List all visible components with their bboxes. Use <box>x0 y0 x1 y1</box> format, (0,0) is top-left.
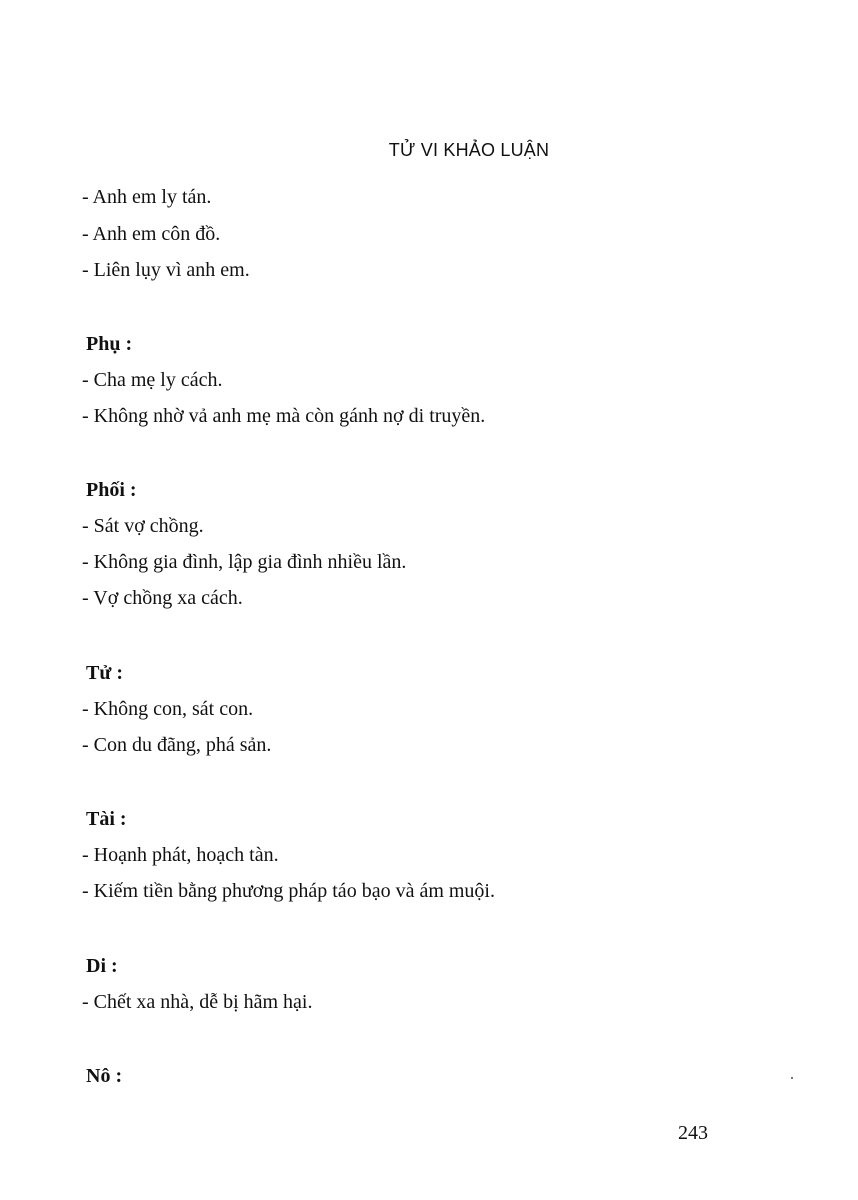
page-number: 243 <box>678 1122 708 1144</box>
list-item: - Kiếm tiền bằng phương pháp táo bạo và ám muội. <box>82 880 495 902</box>
section-heading-phu: Phụ : <box>86 333 133 355</box>
list-item: - Chết xa nhà, dễ bị hãm hại. <box>82 991 313 1013</box>
section-heading-no: Nô : <box>86 1065 123 1087</box>
section-heading-tai: Tài : <box>86 808 127 830</box>
list-item: - Không nhờ vả anh mẹ mà còn gánh nợ di truyền. <box>82 405 486 427</box>
list-item: - Không con, sát con. <box>82 698 254 720</box>
list-item: - Con du đãng, phá sản. <box>82 734 272 756</box>
section-heading-tu: Tử : <box>86 662 124 684</box>
list-item: - Sát vợ chồng. <box>82 515 204 537</box>
intro-item: - Liên lụy vì anh em. <box>82 259 250 281</box>
list-item: - Cha mẹ ly cách. <box>82 369 223 391</box>
intro-item: - Anh em ly tán. <box>82 186 212 208</box>
section-heading-di: Di : <box>86 955 118 977</box>
scan-speck <box>791 1077 793 1079</box>
list-item: - Hoạnh phát, hoạch tàn. <box>82 844 279 866</box>
section-heading-phoi: Phối : <box>86 479 137 501</box>
list-item: - Không gia đình, lập gia đình nhiều lần. <box>82 551 407 573</box>
list-item: - Vợ chồng xa cách. <box>82 587 243 609</box>
running-header: TỬ VI KHẢO LUẬN <box>388 140 550 160</box>
intro-item: - Anh em côn đồ. <box>82 223 221 245</box>
